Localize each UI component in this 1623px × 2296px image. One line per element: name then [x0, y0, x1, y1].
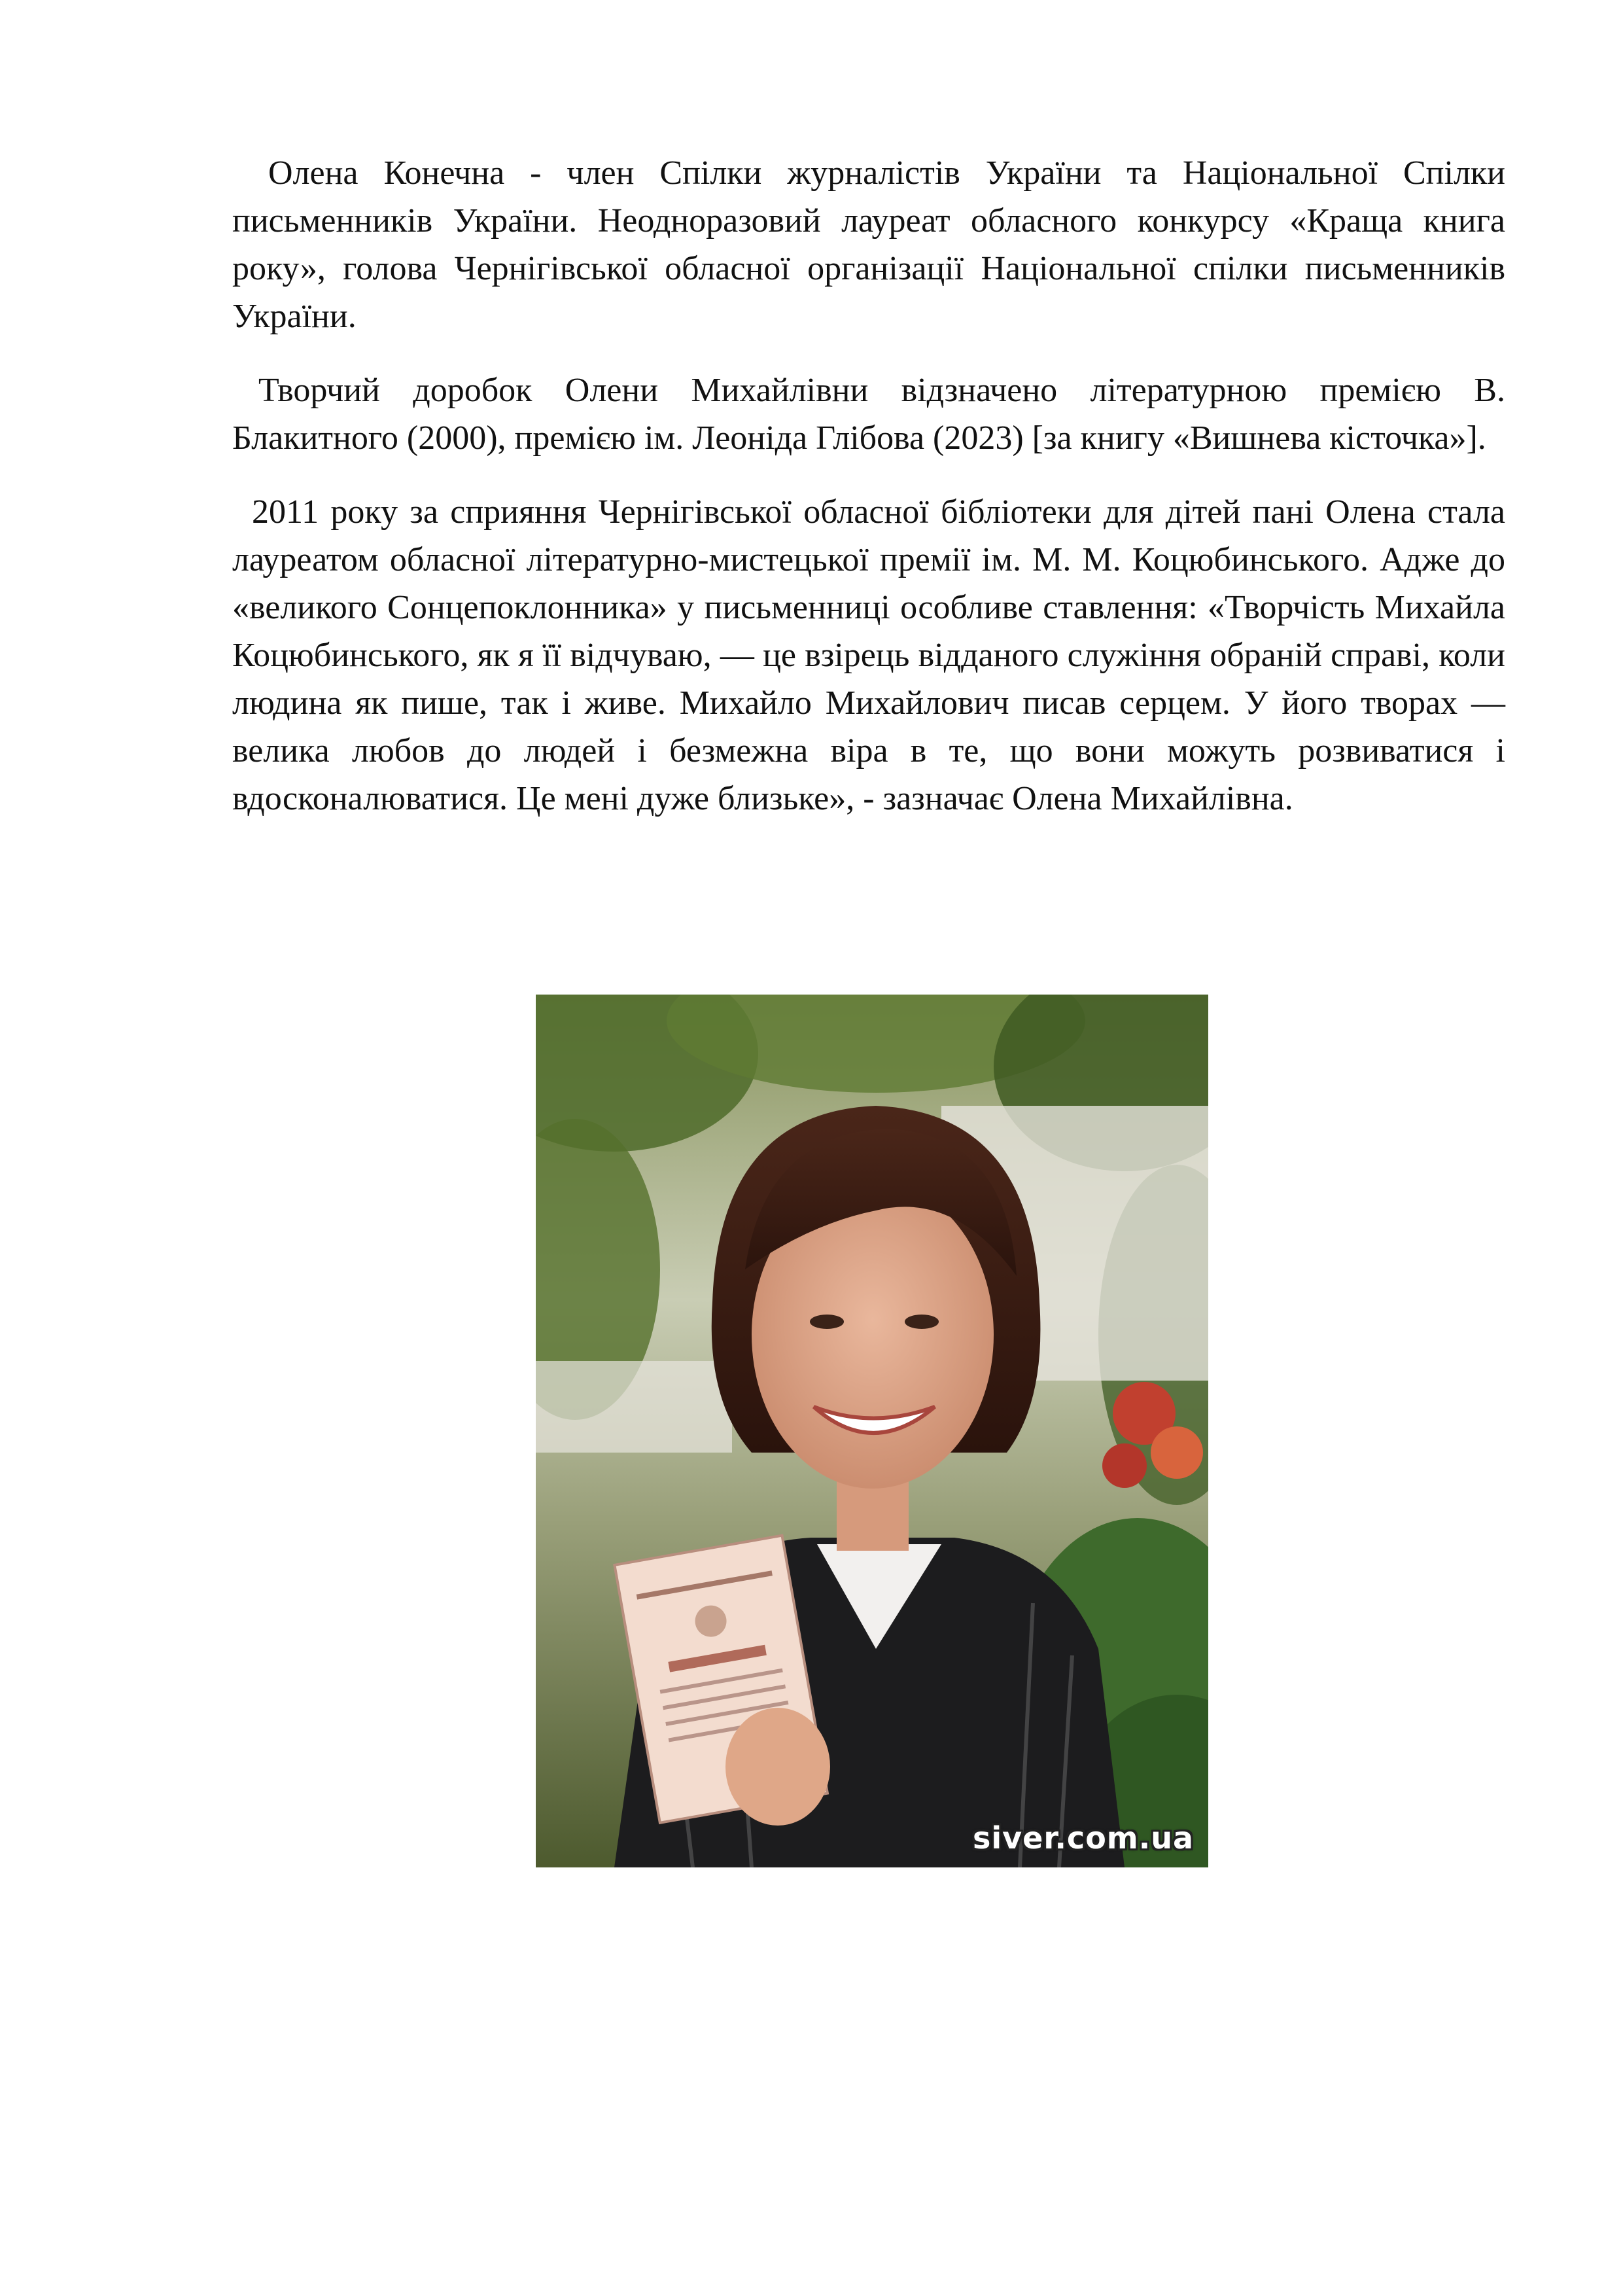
- paragraph-3: 2011 року за сприяння Чернігівської обласної бібліотеки для дітей пані Олена стала лауреатом обласної літературно-мистецької премії ім. М. М. Коцюбинського. Адже до «великого Сонцепоклонника» у письменниці особливе ставлення: «Творчість Михайла Коцюбинського, як я її відчуваю, — це взірець відданого служіння обраній справі, коли людина як пише, так і живе. Михайло Михайлович писав серцем. У його творах — велика любов до людей і безмежна віра в те, що вони можуть розвиватися і вдосконалюватися. Це мені дуже близьке», - зазначає Олена Михайлівна.: [232, 493, 1505, 817]
- portrait-photo: [536, 995, 1208, 1867]
- paragraph-2: Творчий доробок Олени Михайлівни відзначено літературною премією В. Блакитного (2000), премією ім. Леоніда Глібова (2023) [за книгу «Вишнева кісточка»].: [232, 372, 1505, 457]
- text-block: [232, 149, 1505, 849]
- photo-watermark: siver.com.ua: [973, 1820, 1194, 1856]
- paragraph-1: Олена Конечна - член Спілки журналістів України та Національної Спілки письменників України. Неодноразовий лауреат обласного конкурсу «Краща книга року», голова Чернігівської обласної організації Національної спілки письменників України.: [232, 154, 1505, 335]
- portrait-illustration: [536, 995, 1208, 1867]
